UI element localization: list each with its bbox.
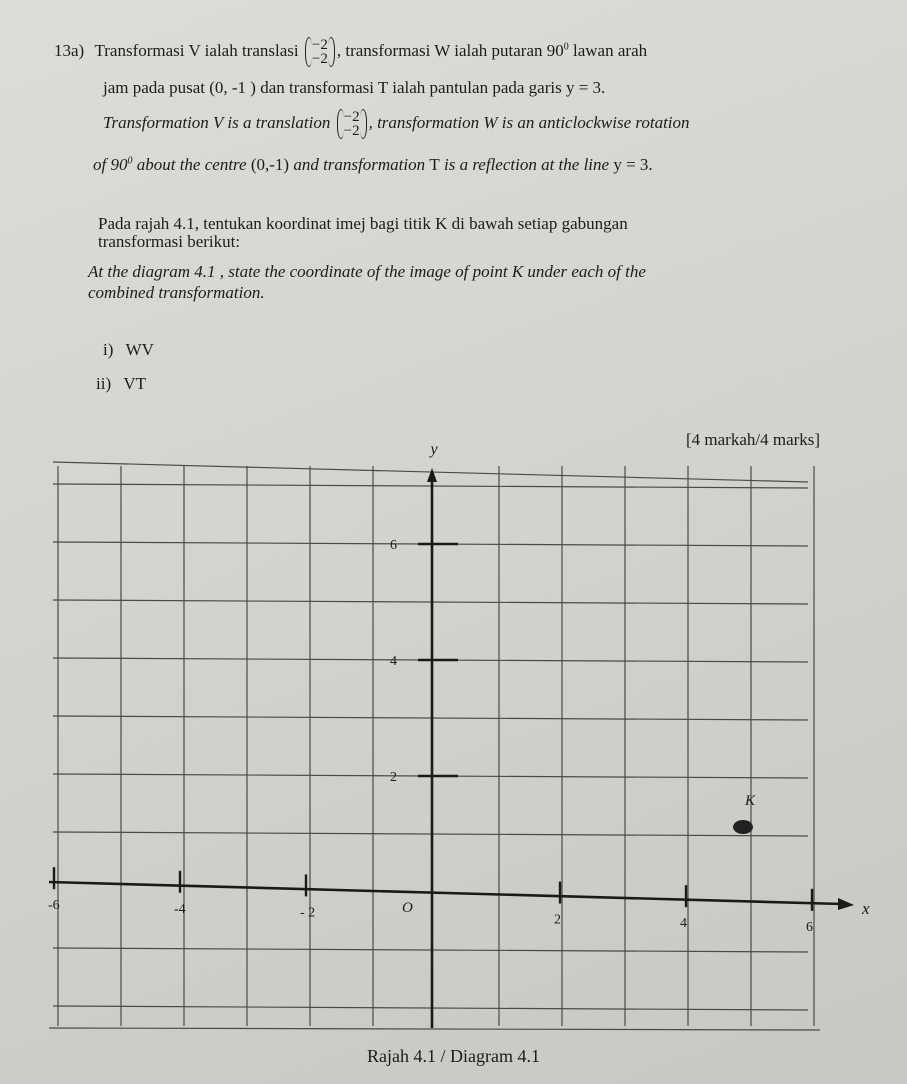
grid-line-horizontal — [53, 484, 808, 488]
point-k — [733, 793, 756, 834]
question-ms-line1: 13a) Transformasi V ialah translasi −2 −2 , transformasi W ialah putaran $90^0$ lawan arah — [54, 37, 648, 67]
grid-line-horizontal — [53, 948, 808, 952]
grid-frame-bottom — [49, 1028, 820, 1030]
instruction-en-line2: combined transformation. — [88, 283, 265, 302]
y-tick-label: 4 — [390, 654, 397, 669]
grid-line-horizontal — [53, 832, 808, 836]
x-tick-label: 6 — [806, 919, 813, 935]
origin-label: O — [402, 900, 413, 916]
question-number: 13a) — [54, 40, 85, 60]
marks-label: [4 markah/4 marks] — [686, 430, 821, 449]
grid-line-horizontal — [53, 1006, 808, 1010]
x-tick-label: - 2 — [300, 905, 316, 921]
x-axis — [49, 882, 842, 904]
instruction-en-line1: At the diagram 4.1 , state the coordinate of the image of point K under each of the — [88, 262, 646, 281]
diagram-caption: Rajah 4.1 / Diagram 4.1 — [367, 1046, 540, 1066]
grid-line-horizontal — [53, 600, 808, 604]
instruction-ms-line1: Pada rajah 4.1, tentukan koordinat imej bagi titik K di bawah setiap gabungan — [98, 214, 628, 233]
question-ms-line2: jam pada pusat (0, -1 ) dan transformasi T ialah pantulan pada garis y = 3. — [103, 78, 606, 97]
question-en-line2: of $90^0$ about the centre (0,-1) and transformation T is a reflection at the line y = 3. — [93, 155, 653, 174]
part-i: i) WV — [103, 340, 154, 359]
x-tick-label: -4 — [174, 901, 186, 917]
x-tick-label: 2 — [554, 912, 561, 928]
grid-lines — [49, 462, 820, 1030]
translation-vector: −2 −2 — [305, 38, 335, 66]
part-ii: ii) VT — [96, 374, 147, 393]
point-k-label: K — [745, 793, 756, 809]
question-en-line1: Transformation V is a translation −2 −2 , transformation W is an anticlockwise rotation — [103, 109, 690, 139]
x-axis-arrow — [838, 898, 854, 910]
y-axis-arrow — [427, 468, 437, 482]
point-k-marker — [733, 820, 753, 834]
y-tick-label: 2 — [390, 770, 397, 785]
axis-labels — [48, 441, 870, 935]
x-tick-label: 4 — [680, 916, 687, 932]
axes — [49, 468, 854, 1028]
y-tick-label: 6 — [390, 538, 397, 553]
instruction-ms-line2: transformasi berikut: — [98, 232, 241, 251]
translation-vector-en: −2 −2 — [337, 110, 367, 138]
x-tick-label: -6 — [48, 898, 60, 914]
y-axis-label: y — [430, 441, 438, 458]
grid-line-horizontal — [53, 716, 808, 720]
x-axis-label: x — [862, 899, 870, 918]
